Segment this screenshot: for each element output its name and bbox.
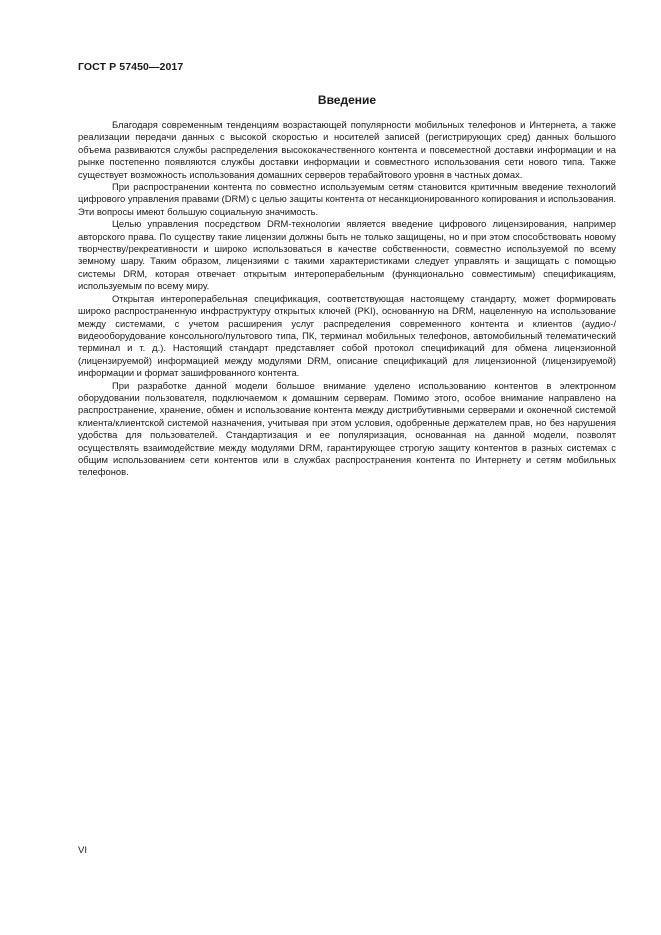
paragraph-3: Целью управления посредством DRM-технологии является введение цифрового лицензирования, например авторского права. По существу такие лицензии должны быть не только защищены, но и при этом способствовать новому творчеству/рекреативности и широко использоваться в качестве собственности, совместно используемой по всему земному шару. Таким образом, лицензиями с такими характеристиками следует управлять и защищать с помощью системы DRM, которая отвечает открытым интероперабельным (функционально совместимым) спецификациям, используемым по всему миру. bbox=[78, 218, 616, 292]
page-number: VI bbox=[78, 845, 87, 856]
section-title: Введение bbox=[317, 93, 377, 107]
paragraph-5: При разработке данной модели большое внимание уделено использованию контентов в электронном оборудовании пользователя, подключаемом к домашним серверам. Помимо этого, особое внимание направлено на распространение, хранение, обмен и использование контента между дистрибутивными серверами и оконечной системой клиента/клиентской системой назначения, учитывая при этом условия, одобренные держателем прав, но без нарушения удобства для пользователей. Стандартизация и ее популяризация, основанная на данной модели, позволят осуществлять взаимодействие между модулями DRM, гарантирующее строгую защиту контентов в разных системах с общим использованием сети контентов или в службах распространения контента по Интернету и сетям мобильных телефонов. bbox=[78, 379, 616, 478]
paragraph-4: Открытая интероперабельная спецификация, соответствующая настоящему стандарту, может формировать широко распространенную инфраструктуру открытых ключей (PKI), основанную на DRM, нацеленную на использование между системами, с учетом расширения услуг распределения современного контента и клиентов (аудио-/видеооборудование консольного/пультового типа, ПК, терминал мобильных телефонов, автомобильный телематический терминал и т. д.). Настоящий стандарт представляет собой протокол спецификаций для обмена лицензионной (лицензируемой) информацией между модулями DRM, описание спецификаций для лицензионной (лицензируемой) информации и формат зашифрованного контента. bbox=[78, 292, 616, 379]
paragraph-1: Благодаря современным тенденциям возрастающей популярности мобильных телефонов и Интернета, а также реализации передачи данных с высокой скоростью и носителей записей (регистрирующих сред) данных большого объема развиваются службы распределения высококачественного контента и повсеместной доставки информации и на рынке постепенно появляются службы доставки информации и совместного использования сети нового типа. Также существует возможность использования домашних серверов терабайтового уровня в частных домах. bbox=[78, 119, 616, 180]
paragraph-2: При распространении контента по совместно используемым сетям становится критичным введение технологий цифрового управления правами (DRM) с целью защиты контента от несанкционированного копирования и использования. Эти вопросы имеют большую социальную значимость. bbox=[78, 181, 616, 217]
document-code-header: ГОСТ Р 57450—2017 bbox=[78, 61, 184, 73]
section-body bbox=[78, 119, 616, 479]
